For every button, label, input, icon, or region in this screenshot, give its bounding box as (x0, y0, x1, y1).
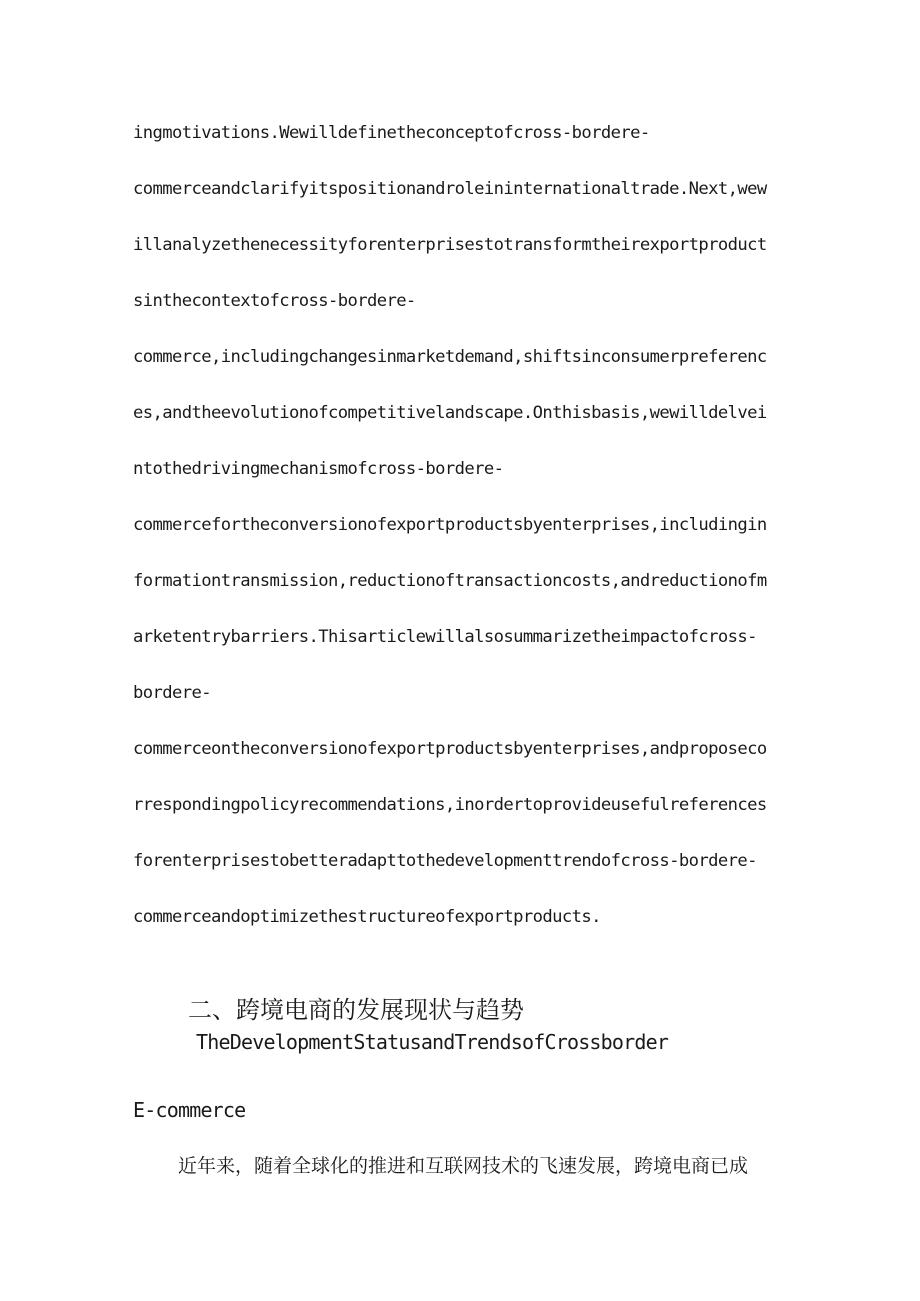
paragraph-line: forenterprisestobetteradapttothedevelopmenttrendofcross-bordere- (133, 851, 757, 871)
paragraph-line: rrespondingpolicyrecommendations,inordertoprovideusefulreferences (133, 795, 767, 815)
paragraph-line: formationtransmission,reductionoftransactioncosts,andreductionofm (133, 571, 767, 591)
paragraph-line: illanalyzethenecessityforenterprisestotransformtheirexportproduct (133, 235, 767, 255)
paragraph-line: commerceontheconversionofexportproductsbyenterprises,andproposeco (133, 739, 767, 759)
paragraph-line: sinthecontextofcross-bordere- (133, 291, 416, 311)
paragraph-line: ntothedrivingmechanismofcross-bordere- (133, 459, 504, 479)
paragraph-line: bordere- (133, 683, 211, 703)
section-heading-english-continued: E-commerce (133, 1098, 246, 1122)
paragraph-line: commercefortheconversionofexportproductsbyenterprises,includingin (133, 515, 767, 535)
paragraph-line: commerceandoptimizethestructureofexportproducts. (133, 907, 601, 927)
paragraph-line: commerce,includingchangesinmarketdemand,shiftsinconsumerpreferenc (133, 347, 767, 367)
paragraph-line: es,andtheevolutionofcompetitivelandscape.Onthisbasis,wewilldelvei (133, 403, 767, 423)
section-body-chinese: 近年来，随着全球化的推进和互联网技术的飞速发展，跨境电商已成 (178, 1155, 749, 1177)
paragraph-line: arketentrybarriers.Thisarticlewillalsosummarizetheimpactofcross- (133, 627, 757, 647)
paragraph-line: ingmotivations.Wewilldefinetheconceptofcross-bordere- (133, 123, 650, 143)
section-heading-chinese: 二、跨境电商的发展现状与趋势 (188, 996, 524, 1024)
paragraph-line: commerceandclarifyitspositionandroleininternationaltrade.Next,wew (133, 179, 767, 199)
section-heading-english: TheDevelopmentStatusandTrendsofCrossborder (196, 1030, 669, 1054)
